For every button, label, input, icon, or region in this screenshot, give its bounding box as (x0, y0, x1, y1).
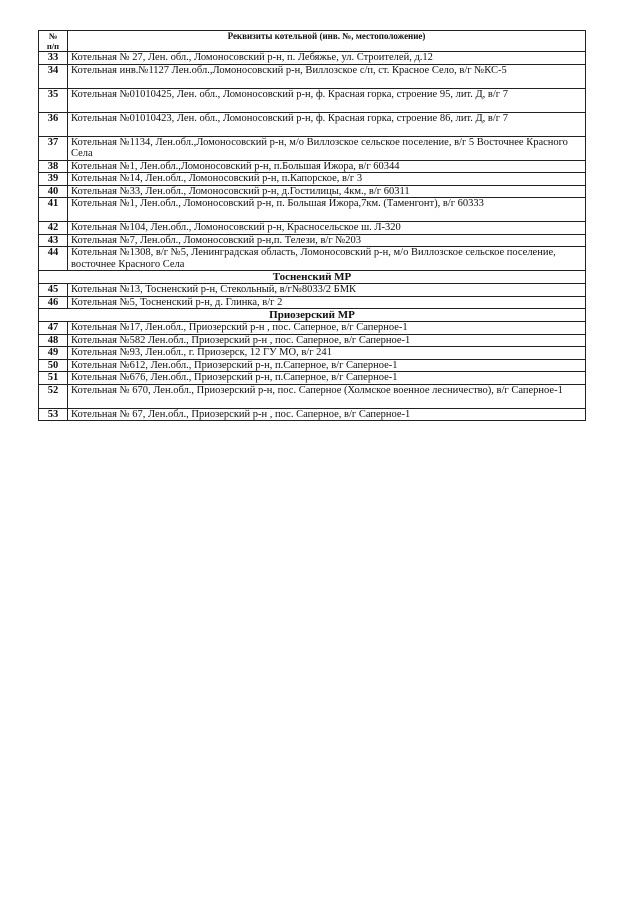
boiler-details: Котельная №93, Лен.обл., г. Приозерск, 12 ГУ МО, в/г 241 (68, 347, 586, 360)
row-number: 43 (39, 234, 68, 247)
table-row (39, 88, 586, 112)
column-header-number (39, 31, 68, 52)
boiler-details: Котельная № 67, Лен.обл., Приозерский р-н , пос. Саперное, в/г Саперное-1 (68, 408, 586, 421)
boiler-registry-table (38, 30, 586, 421)
boiler-details: Котельная инв.№1127 Лен.обл.,Ломоносовский р-н, Виллозское с/п, ст. Красное Село, в/г №КС-5 (68, 64, 586, 88)
boiler-details: Котельная №1134, Лен.обл.,Ломоносовский р-н, м/о Виллозское сельское поселение, в/г 5 Восточнее Красного Села (68, 136, 586, 160)
boiler-details: Котельная №1, Лен.обл.,Ломоносовский р-н, п.Большая Ижора, в/г 60344 (68, 160, 586, 173)
row-number: 38 (39, 160, 68, 173)
row-number: 49 (39, 347, 68, 360)
column-header-number-line2: п/п (46, 41, 60, 51)
boiler-details: Котельная №582 Лен.обл., Приозерский р-н , пос. Саперное, в/г Саперное-1 (68, 334, 586, 347)
row-number: 53 (39, 408, 68, 421)
table-row (39, 247, 586, 271)
boiler-details: Котельная №676, Лен.обл., Приозерский р-н, п.Саперное, в/г Саперное-1 (68, 372, 586, 385)
row-number: 39 (39, 173, 68, 186)
boiler-details: Котельная №612, Лен.обл., Приозерский р-н, п.Саперное, в/г Саперное-1 (68, 359, 586, 372)
section-header-row (39, 309, 586, 322)
section-header-row (39, 271, 586, 284)
table-row (39, 372, 586, 385)
boiler-details: Котельная № 670, Лен.обл., Приозерский р-н, пос. Саперное (Холмское военное лесничество), в/г Саперное-1 (68, 384, 586, 408)
table-row (39, 359, 586, 372)
row-number: 33 (39, 52, 68, 65)
table-row (39, 112, 586, 136)
table-row (39, 284, 586, 297)
table-header-row (39, 31, 586, 52)
row-number: 36 (39, 112, 68, 136)
row-number: 37 (39, 136, 68, 160)
section-title: Приозерский МР (39, 309, 586, 322)
table-row (39, 185, 586, 198)
boiler-details: Котельная № 27, Лен. обл., Ломоносовский р-н, п. Лебяжье, ул. Строителей, д.12 (68, 52, 586, 65)
boiler-details: Котельная №104, Лен.обл., Ломоносовский р-н, Красносельское ш. Л-320 (68, 222, 586, 235)
boiler-details: Котельная №01010425, Лен. обл., Ломоносовский р-н, ф. Красная горка, строение 95, лит. Д, в/г 7 (68, 88, 586, 112)
row-number: 35 (39, 88, 68, 112)
row-number: 34 (39, 64, 68, 88)
row-number: 50 (39, 359, 68, 372)
row-number: 41 (39, 198, 68, 222)
table-body (39, 52, 586, 421)
boiler-details: Котельная №13, Тосненский р-н, Стекольный, в/г№8033/2 БМК (68, 284, 586, 297)
table-row (39, 173, 586, 186)
row-number: 51 (39, 372, 68, 385)
table-row (39, 198, 586, 222)
boiler-details: Котельная №1308, в/г №5, Ленинградская область, Ломоносовский р-н, м/о Виллозское сельское поселение, восточнее Красного Села (68, 247, 586, 271)
table-row (39, 347, 586, 360)
table-row (39, 234, 586, 247)
table-row (39, 160, 586, 173)
table-row (39, 296, 586, 309)
row-number: 47 (39, 322, 68, 335)
boiler-details: Котельная №01010423, Лен. обл., Ломоносовский р-н, ф. Красная горка, строение 86, лит. Д, в/г 7 (68, 112, 586, 136)
row-number: 52 (39, 384, 68, 408)
boiler-details: Котельная №33, Лен.обл., Ломоносовский р-н, д.Гостилицы, 4км., в/г 60311 (68, 185, 586, 198)
table-row (39, 322, 586, 335)
row-number: 46 (39, 296, 68, 309)
boiler-details: Котельная №7, Лен.обл., Ломоносовский р-н,п. Телези, в/г №203 (68, 234, 586, 247)
row-number: 48 (39, 334, 68, 347)
boiler-details: Котельная №5, Тосненский р-н, д. Глинка, в/г 2 (68, 296, 586, 309)
table-row (39, 408, 586, 421)
boiler-details: Котельная №17, Лен.обл., Приозерский р-н , пос. Саперное, в/г Саперное-1 (68, 322, 586, 335)
column-header-details: Реквизиты котельной (инв. №, местоположение) (68, 31, 586, 52)
column-header-number-line1: № (48, 31, 58, 41)
table-row (39, 64, 586, 88)
table-row (39, 52, 586, 65)
row-number: 42 (39, 222, 68, 235)
table-row (39, 136, 586, 160)
table-row (39, 222, 586, 235)
row-number: 40 (39, 185, 68, 198)
boiler-details: Котельная №1, Лен.обл., Ломоносовский р-н, п. Большая Ижора,7км. (Таменгонт), в/г 60333 (68, 198, 586, 222)
table-row (39, 384, 586, 408)
boiler-details: Котельная №14, Лен.обл., Ломоносовский р-н, п.Капорское, в/г 3 (68, 173, 586, 186)
row-number: 45 (39, 284, 68, 297)
row-number: 44 (39, 247, 68, 271)
section-title: Тосненский МР (39, 271, 586, 284)
table-row (39, 334, 586, 347)
